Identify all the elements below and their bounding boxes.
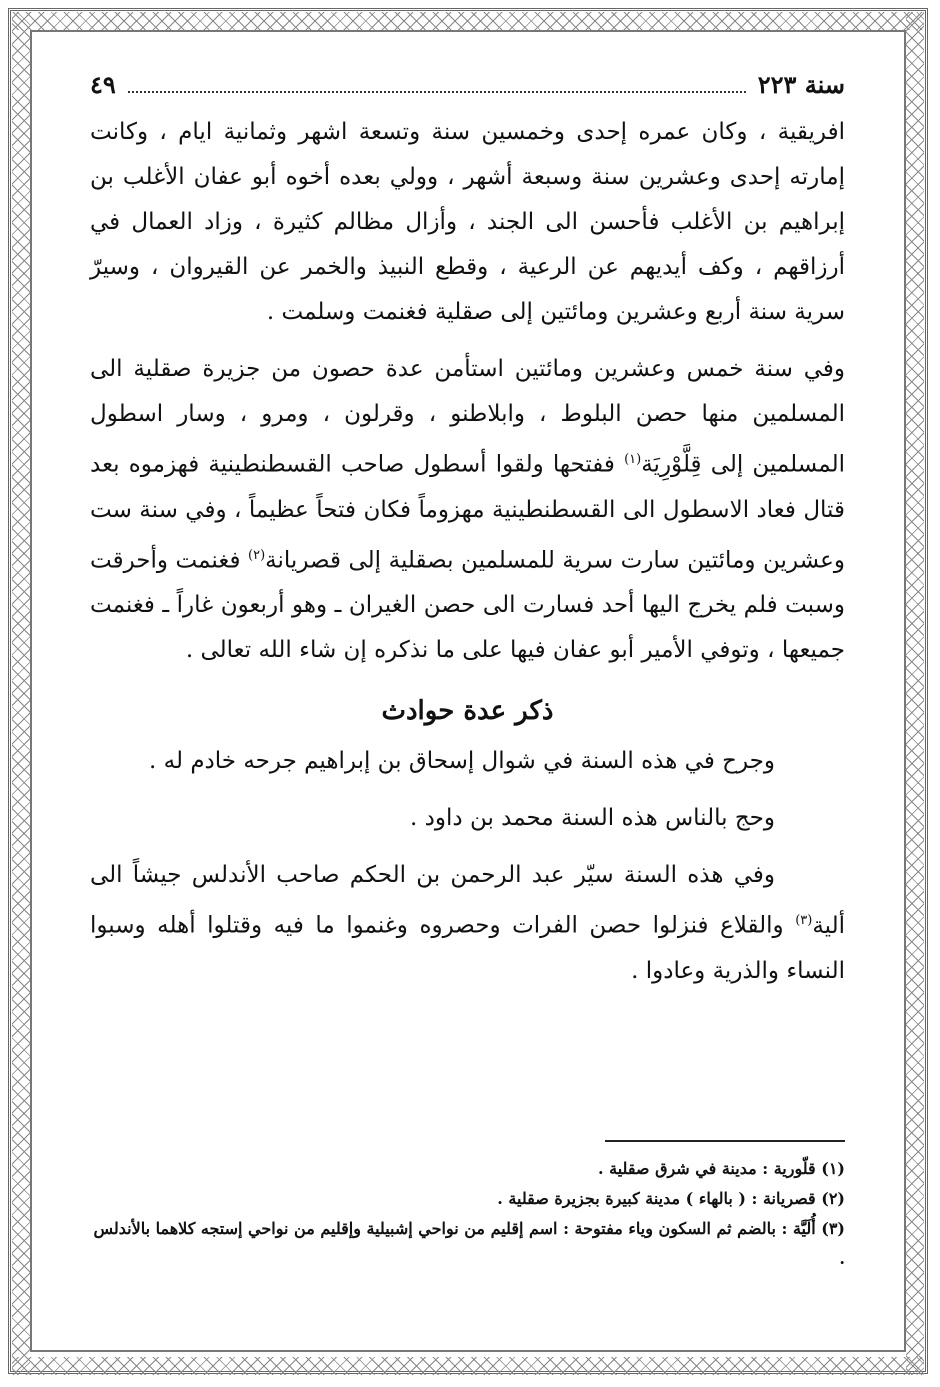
border-chain-top bbox=[12, 12, 924, 30]
footnotes bbox=[90, 1140, 845, 1274]
footnote-mark-1: (١) bbox=[624, 452, 642, 467]
event-3-text-a: وفي هذه السنة سيّر عبد الرحمن بن الحكم صاحب الأندلس جيشاً الى ألية bbox=[90, 862, 845, 939]
section-title: ذكر عدة حوادث bbox=[381, 696, 554, 727]
page-number: ٤٩ bbox=[90, 70, 116, 99]
footnote-mark-3: (٣) bbox=[795, 913, 813, 929]
footnote-2: (٢) قصريانة : ( بالهاء ) مدينة كبيرة بجزيرة صقلية . bbox=[497, 1189, 845, 1208]
footnote-rule bbox=[605, 1140, 845, 1142]
header-dot-leader bbox=[128, 77, 746, 93]
event-2 bbox=[90, 796, 845, 841]
event-2-text: وحج بالناس هذه السنة محمد بن داود . bbox=[410, 805, 775, 832]
page-content bbox=[90, 70, 845, 994]
border-chain-right bbox=[906, 12, 924, 1375]
footnote-3: (٣) أُلَيَّة : بالضم ثم السكون وياء مفتوحة : اسم إقليم من نواحي إشبيلية وإقليم من نواحي إستجه كلاهما بالأندلس . bbox=[93, 1219, 845, 1268]
border-chain-left bbox=[12, 12, 30, 1375]
paragraph-1 bbox=[90, 110, 845, 335]
event-3-text-b: والقلاع فنزلوا حصن الفرات وحصروه وغنموا ما فيه وقتلوا أهله وسبوا النساء والذرية وعادوا . bbox=[90, 912, 845, 984]
footnote-mark-2: (٢) bbox=[248, 547, 266, 563]
paragraph-2-text-c: فغنمت وأحرقت وسبت فلم يخرج اليها أحد فسارت الى حصن الغيران ـ وهو أربعون غاراً ـ فغنمت جميعها ، وتوفي الأمير أبو عفان فيها على ما نذكره إن شاء الله تعالى . bbox=[90, 547, 845, 664]
footnote-1: (١) قلّورية : مدينة في شرق صقلية . bbox=[597, 1159, 845, 1178]
event-3 bbox=[90, 853, 845, 994]
paragraph-2-text-b: ففتحها ولقوا أسطول صاحب القسطنطينية فهزموه بعد قتال فعاد الاسطول الى القسطنطينية مهزوماً فكان فتحاً عظيماً ، وفي سنة ست وعشرين ومائتين سارت سرية للمسلمين بصقلية إلى قصريانة bbox=[90, 451, 845, 574]
paragraph-2 bbox=[90, 347, 845, 673]
paragraph-1-text: افريقية ، وكان عمره إحدى وخمسين سنة وتسعة اشهر وثمانية ايام ، وكانت إمارته إحدى وعشرين سنة وسبعة أشهر ، وولي بعده أخوه أبو عفان الأغلب بن إبراهيم بن الأغلب فأحسن الى الجند ، وأزال مظالم كثيرة ، وزاد العمال في أرزاقهم ، وكف أيديهم عن الرعية ، وقطع النبيذ والخمر عن القيروان ، وسيرّ سرية سنة أربع وعشرين ومائتين إلى صقلية فغنمت وسلمت . bbox=[90, 119, 845, 325]
year-label: سنة ٢٢٣ bbox=[757, 70, 845, 99]
event-1 bbox=[90, 739, 845, 784]
paragraph-2-text-a: وفي سنة خمس وعشرين ومائتين استأمن عدة حصون من جزيرة صقلية الى المسلمين منها حصن البلوط ، وابلاطنو ، وقرلون ، ومرو ، وسار اسطول المسلمين إلى قِلَّوْرِيَة bbox=[90, 356, 845, 478]
event-1-text: وجرح في هذه السنة في شوال إسحاق بن إبراهيم جرحه خادم له . bbox=[149, 748, 775, 775]
running-header bbox=[90, 70, 845, 110]
border-chain-bottom bbox=[12, 1357, 924, 1375]
